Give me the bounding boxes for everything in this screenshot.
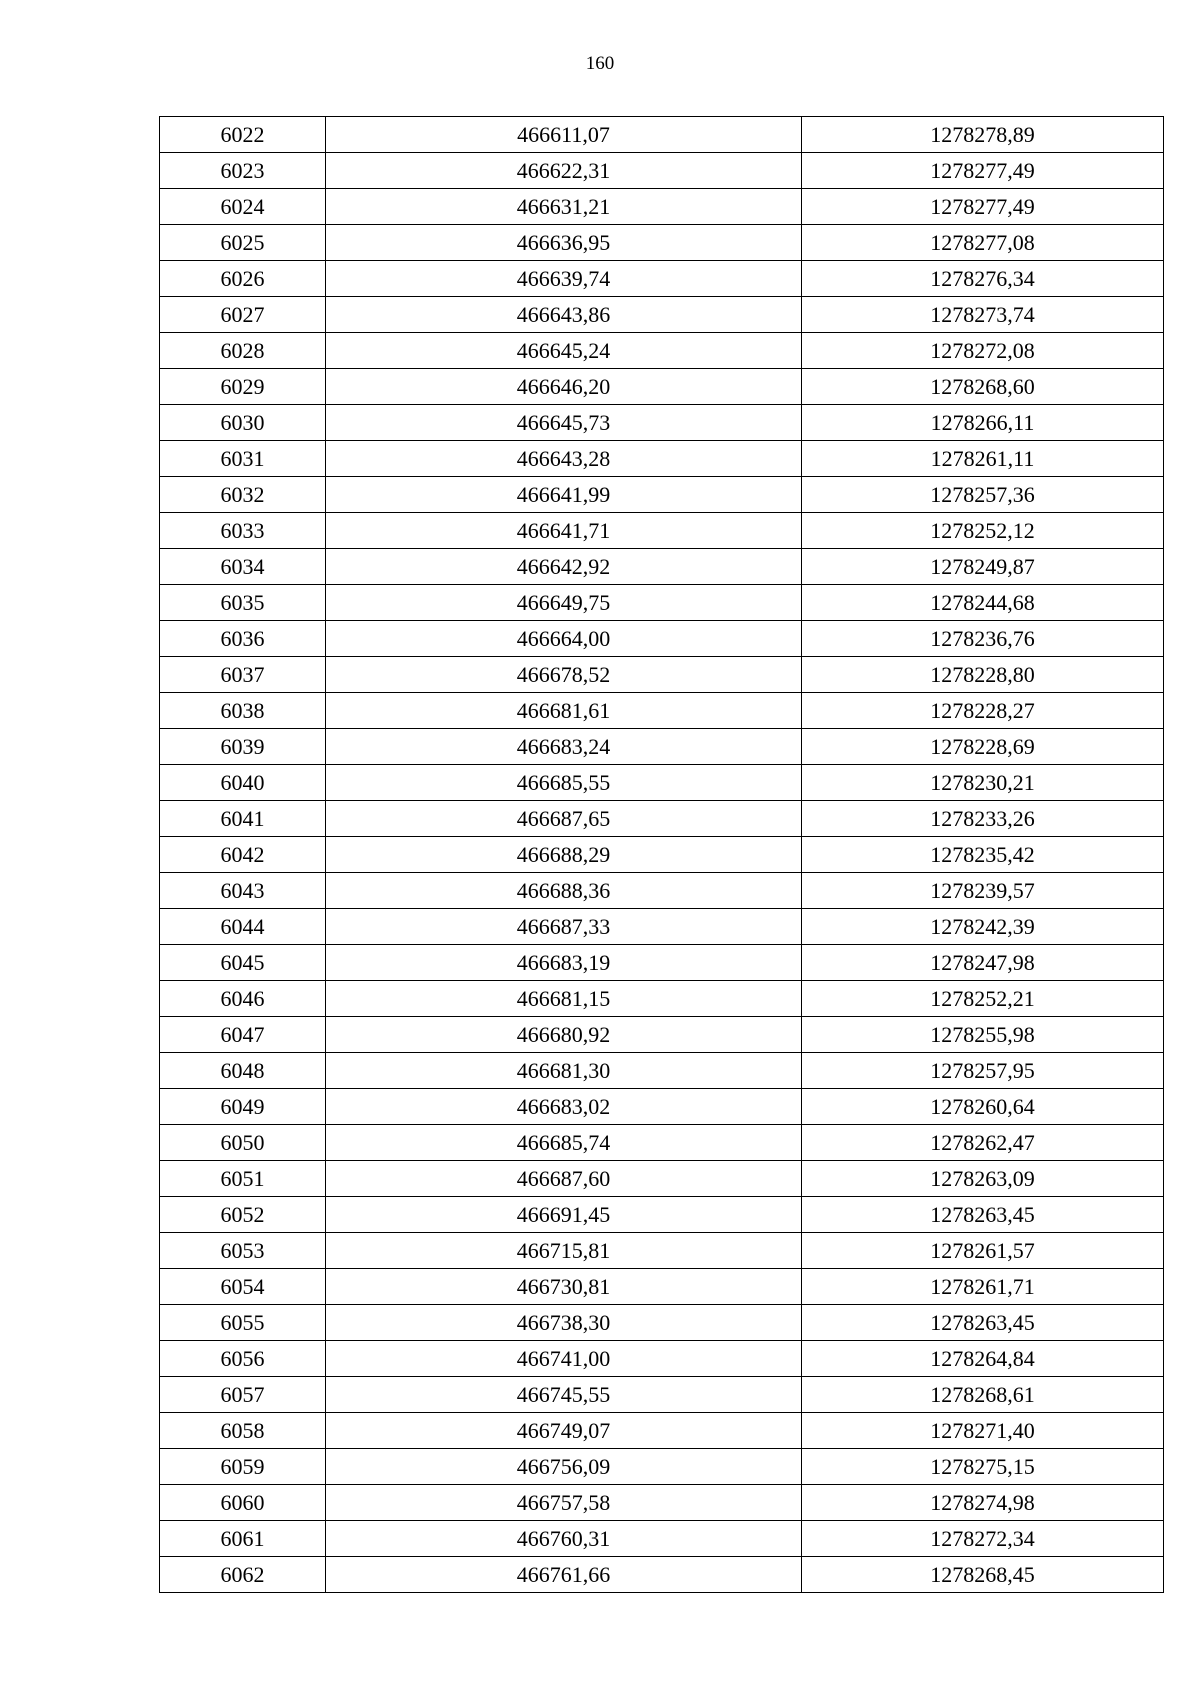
x-coordinate-cell: 466664,00 <box>326 621 802 657</box>
y-coordinate-cell: 1278236,76 <box>802 621 1164 657</box>
table-row <box>160 1413 1164 1449</box>
table-row <box>160 1125 1164 1161</box>
y-coordinate-cell: 1278275,15 <box>802 1449 1164 1485</box>
table-row <box>160 1557 1164 1593</box>
y-coordinate-cell: 1278228,27 <box>802 693 1164 729</box>
x-coordinate-cell: 466639,74 <box>326 261 802 297</box>
point-number-cell: 6031 <box>160 441 326 477</box>
y-coordinate-cell: 1278277,08 <box>802 225 1164 261</box>
point-number-cell: 6053 <box>160 1233 326 1269</box>
page-number: 160 <box>585 53 615 74</box>
y-coordinate-cell: 1278261,57 <box>802 1233 1164 1269</box>
table-row <box>160 1485 1164 1521</box>
table-row <box>160 1197 1164 1233</box>
x-coordinate-cell: 466643,28 <box>326 441 802 477</box>
x-coordinate-cell: 466715,81 <box>326 1233 802 1269</box>
table-row <box>160 657 1164 693</box>
table-row <box>160 1161 1164 1197</box>
table-row <box>160 801 1164 837</box>
table-row <box>160 909 1164 945</box>
point-number-cell: 6034 <box>160 549 326 585</box>
table-row <box>160 1089 1164 1125</box>
point-number-cell: 6048 <box>160 1053 326 1089</box>
y-coordinate-cell: 1278276,34 <box>802 261 1164 297</box>
point-number-cell: 6025 <box>160 225 326 261</box>
x-coordinate-cell: 466691,45 <box>326 1197 802 1233</box>
y-coordinate-cell: 1278244,68 <box>802 585 1164 621</box>
x-coordinate-cell: 466642,92 <box>326 549 802 585</box>
point-number-cell: 6060 <box>160 1485 326 1521</box>
point-number-cell: 6058 <box>160 1413 326 1449</box>
table-row <box>160 225 1164 261</box>
x-coordinate-cell: 466683,19 <box>326 945 802 981</box>
point-number-cell: 6049 <box>160 1089 326 1125</box>
table-row <box>160 693 1164 729</box>
table-row <box>160 1017 1164 1053</box>
table-row <box>160 873 1164 909</box>
table-row <box>160 585 1164 621</box>
point-number-cell: 6040 <box>160 765 326 801</box>
point-number-cell: 6028 <box>160 333 326 369</box>
table-row <box>160 1305 1164 1341</box>
point-number-cell: 6061 <box>160 1521 326 1557</box>
table-row <box>160 837 1164 873</box>
y-coordinate-cell: 1278273,74 <box>802 297 1164 333</box>
y-coordinate-cell: 1278274,98 <box>802 1485 1164 1521</box>
y-coordinate-cell: 1278266,11 <box>802 405 1164 441</box>
y-coordinate-cell: 1278247,98 <box>802 945 1164 981</box>
y-coordinate-cell: 1278255,98 <box>802 1017 1164 1053</box>
table-row <box>160 1449 1164 1485</box>
table-row <box>160 1269 1164 1305</box>
point-number-cell: 6042 <box>160 837 326 873</box>
y-coordinate-cell: 1278260,64 <box>802 1089 1164 1125</box>
table-row <box>160 1377 1164 1413</box>
y-coordinate-cell: 1278272,08 <box>802 333 1164 369</box>
x-coordinate-cell: 466761,66 <box>326 1557 802 1593</box>
point-number-cell: 6030 <box>160 405 326 441</box>
point-number-cell: 6046 <box>160 981 326 1017</box>
point-number-cell: 6026 <box>160 261 326 297</box>
x-coordinate-cell: 466688,36 <box>326 873 802 909</box>
table-row <box>160 945 1164 981</box>
x-coordinate-cell: 466688,29 <box>326 837 802 873</box>
x-coordinate-cell: 466745,55 <box>326 1377 802 1413</box>
table-row <box>160 153 1164 189</box>
point-number-cell: 6037 <box>160 657 326 693</box>
y-coordinate-cell: 1278239,57 <box>802 873 1164 909</box>
table-row <box>160 477 1164 513</box>
x-coordinate-cell: 466683,02 <box>326 1089 802 1125</box>
table-row <box>160 549 1164 585</box>
x-coordinate-cell: 466687,33 <box>326 909 802 945</box>
table-row <box>160 369 1164 405</box>
x-coordinate-cell: 466622,31 <box>326 153 802 189</box>
y-coordinate-cell: 1278277,49 <box>802 189 1164 225</box>
point-number-cell: 6045 <box>160 945 326 981</box>
table-row <box>160 1233 1164 1269</box>
table-row <box>160 981 1164 1017</box>
x-coordinate-cell: 466760,31 <box>326 1521 802 1557</box>
x-coordinate-cell: 466641,71 <box>326 513 802 549</box>
x-coordinate-cell: 466681,15 <box>326 981 802 1017</box>
x-coordinate-cell: 466611,07 <box>326 117 802 153</box>
point-number-cell: 6047 <box>160 1017 326 1053</box>
y-coordinate-cell: 1278242,39 <box>802 909 1164 945</box>
table-row <box>160 1521 1164 1557</box>
x-coordinate-cell: 466685,74 <box>326 1125 802 1161</box>
x-coordinate-cell: 466646,20 <box>326 369 802 405</box>
point-number-cell: 6033 <box>160 513 326 549</box>
point-number-cell: 6036 <box>160 621 326 657</box>
table-row <box>160 297 1164 333</box>
y-coordinate-cell: 1278230,21 <box>802 765 1164 801</box>
y-coordinate-cell: 1278261,11 <box>802 441 1164 477</box>
table-row <box>160 1341 1164 1377</box>
point-number-cell: 6024 <box>160 189 326 225</box>
point-number-cell: 6027 <box>160 297 326 333</box>
x-coordinate-cell: 466749,07 <box>326 1413 802 1449</box>
x-coordinate-cell: 466687,60 <box>326 1161 802 1197</box>
point-number-cell: 6032 <box>160 477 326 513</box>
y-coordinate-cell: 1278252,21 <box>802 981 1164 1017</box>
point-number-cell: 6062 <box>160 1557 326 1593</box>
y-coordinate-cell: 1278228,69 <box>802 729 1164 765</box>
x-coordinate-cell: 466636,95 <box>326 225 802 261</box>
point-number-cell: 6050 <box>160 1125 326 1161</box>
point-number-cell: 6055 <box>160 1305 326 1341</box>
y-coordinate-cell: 1278271,40 <box>802 1413 1164 1449</box>
y-coordinate-cell: 1278228,80 <box>802 657 1164 693</box>
point-number-cell: 6038 <box>160 693 326 729</box>
table-row <box>160 1053 1164 1089</box>
coordinates-table <box>159 116 1164 1593</box>
x-coordinate-cell: 466643,86 <box>326 297 802 333</box>
x-coordinate-cell: 466730,81 <box>326 1269 802 1305</box>
point-number-cell: 6041 <box>160 801 326 837</box>
x-coordinate-cell: 466756,09 <box>326 1449 802 1485</box>
point-number-cell: 6057 <box>160 1377 326 1413</box>
x-coordinate-cell: 466631,21 <box>326 189 802 225</box>
y-coordinate-cell: 1278235,42 <box>802 837 1164 873</box>
table-row <box>160 189 1164 225</box>
table-row <box>160 441 1164 477</box>
y-coordinate-cell: 1278252,12 <box>802 513 1164 549</box>
point-number-cell: 6059 <box>160 1449 326 1485</box>
point-number-cell: 6043 <box>160 873 326 909</box>
x-coordinate-cell: 466741,00 <box>326 1341 802 1377</box>
point-number-cell: 6051 <box>160 1161 326 1197</box>
point-number-cell: 6022 <box>160 117 326 153</box>
x-coordinate-cell: 466757,58 <box>326 1485 802 1521</box>
x-coordinate-cell: 466649,75 <box>326 585 802 621</box>
table-row <box>160 729 1164 765</box>
y-coordinate-cell: 1278263,09 <box>802 1161 1164 1197</box>
x-coordinate-cell: 466687,65 <box>326 801 802 837</box>
x-coordinate-cell: 466738,30 <box>326 1305 802 1341</box>
y-coordinate-cell: 1278277,49 <box>802 153 1164 189</box>
x-coordinate-cell: 466641,99 <box>326 477 802 513</box>
x-coordinate-cell: 466681,30 <box>326 1053 802 1089</box>
x-coordinate-cell: 466645,73 <box>326 405 802 441</box>
y-coordinate-cell: 1278278,89 <box>802 117 1164 153</box>
y-coordinate-cell: 1278272,34 <box>802 1521 1164 1557</box>
y-coordinate-cell: 1278261,71 <box>802 1269 1164 1305</box>
y-coordinate-cell: 1278233,26 <box>802 801 1164 837</box>
point-number-cell: 6056 <box>160 1341 326 1377</box>
point-number-cell: 6039 <box>160 729 326 765</box>
point-number-cell: 6035 <box>160 585 326 621</box>
table-row <box>160 333 1164 369</box>
x-coordinate-cell: 466645,24 <box>326 333 802 369</box>
y-coordinate-cell: 1278263,45 <box>802 1305 1164 1341</box>
table-row <box>160 117 1164 153</box>
x-coordinate-cell: 466683,24 <box>326 729 802 765</box>
y-coordinate-cell: 1278268,45 <box>802 1557 1164 1593</box>
point-number-cell: 6052 <box>160 1197 326 1233</box>
point-number-cell: 6029 <box>160 369 326 405</box>
y-coordinate-cell: 1278268,60 <box>802 369 1164 405</box>
y-coordinate-cell: 1278262,47 <box>802 1125 1164 1161</box>
y-coordinate-cell: 1278249,87 <box>802 549 1164 585</box>
table-row <box>160 405 1164 441</box>
y-coordinate-cell: 1278263,45 <box>802 1197 1164 1233</box>
y-coordinate-cell: 1278257,95 <box>802 1053 1164 1089</box>
point-number-cell: 6023 <box>160 153 326 189</box>
x-coordinate-cell: 466678,52 <box>326 657 802 693</box>
y-coordinate-cell: 1278264,84 <box>802 1341 1164 1377</box>
y-coordinate-cell: 1278257,36 <box>802 477 1164 513</box>
table-row <box>160 621 1164 657</box>
coordinates-table-body <box>160 117 1164 1593</box>
x-coordinate-cell: 466681,61 <box>326 693 802 729</box>
x-coordinate-cell: 466685,55 <box>326 765 802 801</box>
y-coordinate-cell: 1278268,61 <box>802 1377 1164 1413</box>
table-row <box>160 261 1164 297</box>
point-number-cell: 6044 <box>160 909 326 945</box>
x-coordinate-cell: 466680,92 <box>326 1017 802 1053</box>
point-number-cell: 6054 <box>160 1269 326 1305</box>
table-row <box>160 513 1164 549</box>
table-row <box>160 765 1164 801</box>
